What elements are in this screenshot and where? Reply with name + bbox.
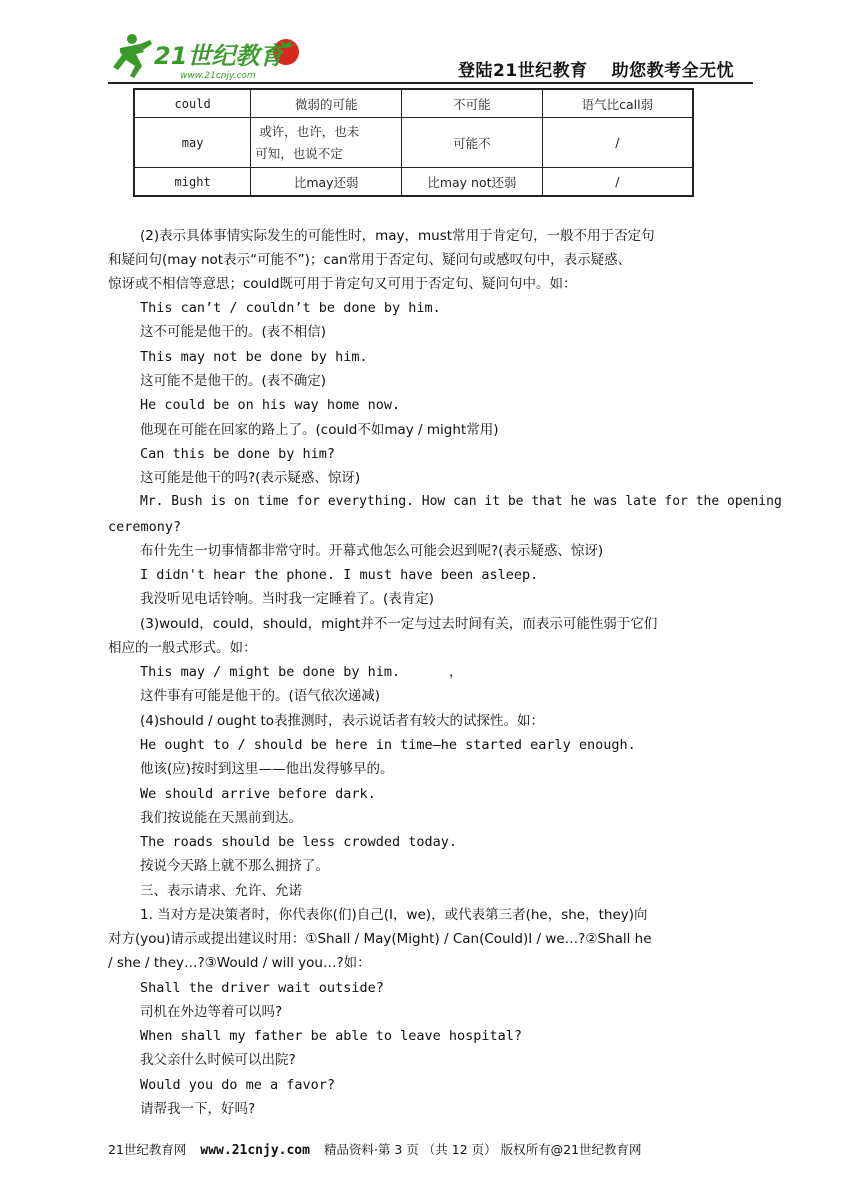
table-cell: could [134,89,251,118]
example-en: Shall the driver wait outside? [140,980,384,996]
header-divider [108,82,753,84]
example-en: Can this be done by him? [140,446,336,462]
example-cn: 这件事有可能是他干的。(语气依次递减) [140,688,381,704]
example-cn: 这可能不是他干的。(表不确定) [140,373,327,389]
footer-url[interactable]: www.21cnjy.com [200,1143,310,1158]
paragraph-line: 相应的一般式形式。如： [108,640,257,656]
paragraph-line: 惊讶或不相信等意思；could既可用于肯定句又可用于否定句、疑问句中。如： [108,276,577,292]
table-row [134,168,693,197]
example-en: He could be on his way home now. [140,397,401,413]
table-row [134,89,693,118]
running-figure-icon [113,34,152,78]
example-en: This may / might be done by him. ， [140,664,463,680]
example-en: ceremony? [108,519,182,535]
section-heading: 三、表示请求、允许、允诺 [140,883,302,899]
table-cell: might [134,168,251,197]
paragraph-line: 和疑问句(may not表示“可能不”)；can常用于否定句、疑问句或感叹句中，表示疑惑、 [108,252,632,268]
example-en: I didn't hear the phone. I must have been asleep. [140,567,539,583]
page-footer [108,1140,642,1158]
table-cell: 可能不 [402,118,543,168]
example-cn: 他现在可能在回家的路上了。(could不如may / might常用) [140,422,499,438]
table-row [134,118,693,168]
example-cn: 这不可能是他干的。(表不相信) [140,324,327,340]
table-cell [251,118,402,168]
paragraph-line: (3)would，could，should，might并不一定与过去时间有关，而表示可能性弱于它们 [140,616,658,632]
example-en: The roads should be less crowded today. [140,834,457,850]
paragraph-line: (4)should / ought to表推测时，表示说话者有较大的试探性。如： [140,713,545,729]
logo-text: 21世纪教育 [154,42,284,70]
slogan-right: 助您教考全无忧 [611,61,735,81]
example-en: This may not be done by him. [140,349,368,365]
table-cell: 比may还弱 [251,168,402,197]
example-cn: 他该(应)按时到这里——他出发得够早的。 [140,761,394,777]
paragraph-line: 1. 当对方是决策者时，你代表你(们)自己(I，we)，或代表第三者(he，she，they)向 [140,907,648,923]
example-cn: 布什先生一切事情都非常守时。开幕式他怎么可能会迟到呢?(表示疑惑、惊讶) [140,543,604,559]
table-cell: may [134,118,251,168]
footer-site-name: 21世纪教育网 [108,1142,187,1157]
example-en: When shall my father be able to leave hospital? [140,1028,523,1044]
example-cn: 我们按说能在天黑前到达。 [140,810,302,826]
modal-verb-table [133,88,694,197]
example-en: He ought to / should be here in time—he started early enough. [140,737,636,753]
example-cn: 我没听见电话铃响。当时我一定睡着了。(表肯定) [140,591,435,607]
logo-subtext: www.21cnjy.com [180,71,256,81]
example-cn: 请帮我一下，好吗? [140,1101,256,1117]
example-cn: 司机在外边等着可以吗? [140,1004,283,1020]
table-cell: / [542,118,693,168]
table-cell: 微弱的可能 [251,89,402,118]
example-en: Mr. Bush is on time for everything. How can it be that he was late for the opening [140,494,782,509]
cell-line: 可知，也说不定 [255,145,343,161]
example-cn: 按说今天路上就不那么拥挤了。 [140,858,329,874]
footer-page-info: 精品资料·第 3 页 （共 12 页） 版权所有@21世纪教育网 [323,1142,642,1157]
table-cell: 语气比call弱 [542,89,693,118]
example-cn: 这可能是他干的吗?(表示疑惑、惊讶) [140,470,361,486]
header-slogan [458,56,758,81]
table-cell: 不可能 [402,89,543,118]
example-en: We should arrive before dark. [140,786,376,802]
example-en: Would you do me a favor? [140,1077,336,1093]
paragraph-line: / she / they…?③Would / will you…?如： [108,955,371,971]
example-cn: 我父亲什么时候可以出院? [140,1052,296,1068]
paragraph-line: 对方(you)请示或提出建议时用：①Shall / May(Might) / Can(Could)I / we…?②Shall he [108,931,652,947]
slogan-left: 登陆21世纪教育 [458,61,588,81]
site-logo [110,30,310,82]
paragraph-line: (2)表示具体事情实际发生的可能性时，may，must常用于肯定句，一般不用于否定句 [140,228,655,244]
table-cell: / [542,168,693,197]
cell-line: 或许，也许，也未 [255,123,360,139]
example-en: This can’t / couldn’t be done by him. [140,300,441,316]
table-cell: 比may not还弱 [402,168,543,197]
